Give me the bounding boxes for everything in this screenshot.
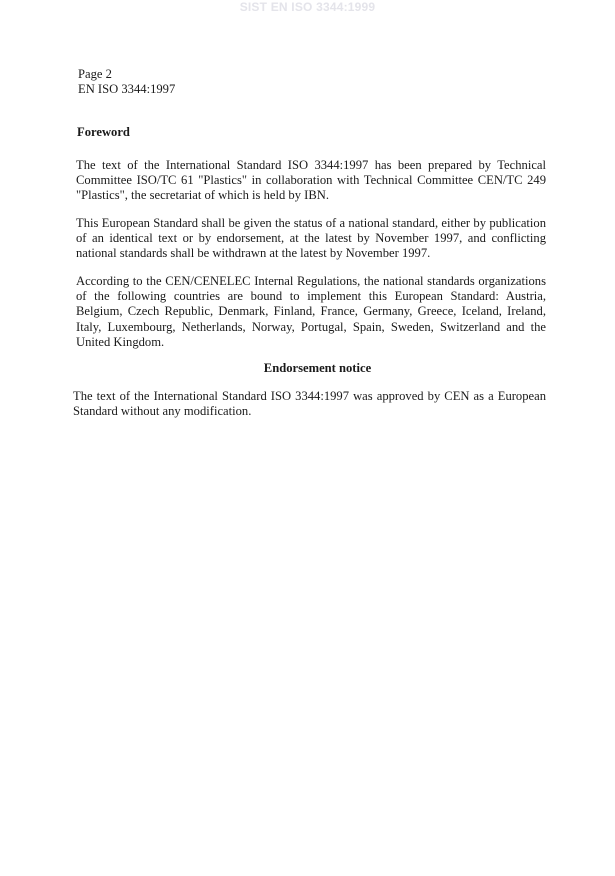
foreword-paragraph: The text of the International Standard ISO 3344:1997 has been prepared by Technical Committee ISO/TC 61 "Plastics" in collaboration with Technical Committee CEN/TC 249 "Plastics", the secretariat of which is held by IBN. (76, 158, 546, 203)
foreword-paragraph: This European Standard shall be given the status of a national standard, either by publication of an identical text or by endorsement, at the latest by November 1997, and conflicting national standards shall be withdrawn at the latest by November 1997. (76, 216, 546, 261)
document-id: EN ISO 3344:1997 (78, 82, 176, 96)
endorsement-paragraph: The text of the International Standard ISO 3344:1997 was approved by CEN as a European Standard without any modification. (73, 389, 546, 419)
endorsement-heading: Endorsement notice (263, 361, 372, 375)
watermark: SIST EN ISO 3344:1999 (239, 0, 376, 14)
foreword-paragraph: According to the CEN/CENELEC Internal Regulations, the national standards organizations of the following countries are bound to implement this European Standard: Austria, Belgium, Czech Republic, Denmark, Finland, France, Germany, Greece, Iceland, Ireland, Italy, Luxembourg, Netherlands, Norway, Portugal, Spain, Sweden, Switzerland and the United Kingdom. (76, 274, 546, 349)
foreword-heading: Foreword (77, 125, 130, 139)
page-number: Page 2 (78, 67, 112, 81)
page-header (78, 67, 175, 97)
